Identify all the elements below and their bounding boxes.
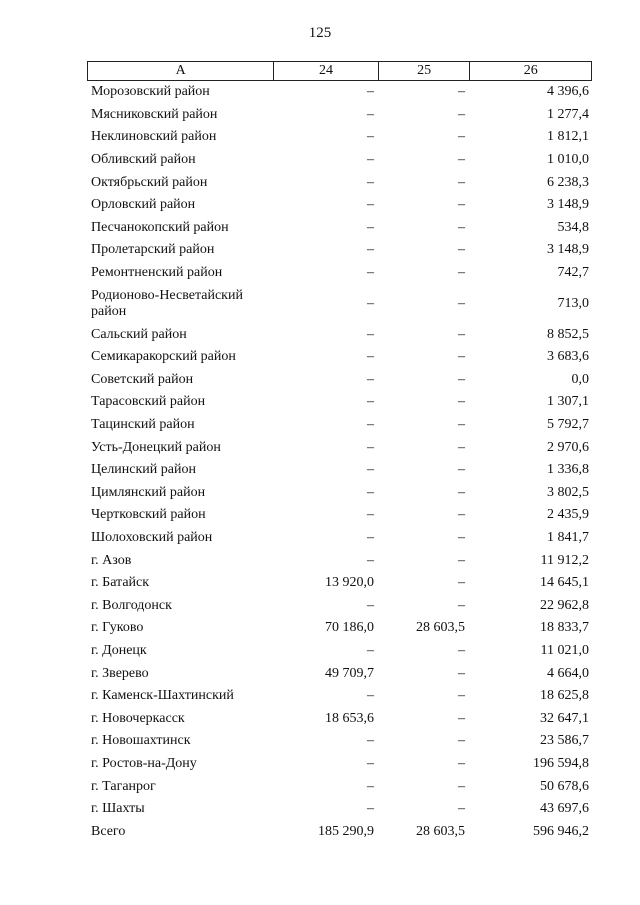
- value-col-26: 18 625,8: [540, 688, 589, 704]
- data-table: [87, 61, 592, 843]
- value-col-25: –: [458, 394, 465, 410]
- value-col-24: –: [367, 326, 374, 342]
- row-name: Тарасовский район: [91, 394, 206, 410]
- value-col-25: –: [458, 575, 465, 591]
- table-row: [87, 820, 592, 843]
- row-name: Усть-Донецкий район: [91, 439, 221, 455]
- row-name: Родионово-Несветайский район: [91, 287, 243, 319]
- value-col-26: 2 970,6: [547, 439, 589, 455]
- value-col-24: –: [367, 152, 374, 168]
- table-row: [87, 391, 592, 414]
- row-name: г. Волгодонск: [91, 597, 172, 613]
- table-row: [87, 194, 592, 217]
- value-col-25: –: [458, 417, 465, 433]
- value-col-25: –: [458, 507, 465, 523]
- value-col-26: 8 852,5: [547, 326, 589, 342]
- row-name: г. Донецк: [91, 642, 147, 658]
- row-name: г. Новочеркасск: [91, 710, 185, 726]
- table-header: [87, 61, 592, 81]
- table-body: [87, 81, 592, 843]
- row-name: Пролетарский район: [91, 242, 215, 258]
- table-row: [87, 126, 592, 149]
- value-col-26: 2 435,9: [547, 507, 589, 523]
- value-col-26: 0,0: [571, 371, 589, 387]
- table-row: [87, 436, 592, 459]
- value-col-25: –: [458, 174, 465, 190]
- value-col-26: 1 336,8: [547, 462, 589, 478]
- row-name: г. Гуково: [91, 620, 144, 636]
- value-col-25: –: [458, 642, 465, 658]
- row-name: Целинский район: [91, 462, 196, 478]
- value-col-24: –: [367, 529, 374, 545]
- value-col-26: 23 586,7: [540, 733, 589, 749]
- value-col-25: –: [458, 349, 465, 365]
- value-col-25: –: [458, 597, 465, 613]
- row-name: г. Таганрог: [91, 778, 156, 794]
- value-col-26: 14 645,1: [540, 575, 589, 591]
- value-col-25: –: [458, 326, 465, 342]
- value-col-26: 3 683,6: [547, 349, 589, 365]
- value-col-26: 3 148,9: [547, 197, 589, 213]
- table-row: [87, 104, 592, 127]
- value-col-25: –: [458, 129, 465, 145]
- value-col-24: –: [367, 417, 374, 433]
- row-name: Всего: [91, 823, 126, 839]
- value-col-24: –: [367, 507, 374, 523]
- table-row: [87, 730, 592, 753]
- row-name: Неклиновский район: [91, 129, 217, 145]
- value-col-24: –: [367, 484, 374, 500]
- table-row: [87, 346, 592, 369]
- value-col-24: –: [367, 394, 374, 410]
- value-col-26: 18 833,7: [540, 620, 589, 636]
- value-col-26: 4 664,0: [547, 665, 589, 681]
- value-col-24: –: [367, 242, 374, 258]
- value-col-26: 22 962,8: [540, 597, 589, 613]
- table-row: [87, 775, 592, 798]
- row-name: г. Ростов-на-Дону: [91, 755, 197, 771]
- table-row: [87, 685, 592, 708]
- row-name: г. Новошахтинск: [91, 733, 191, 749]
- value-col-26: 534,8: [557, 219, 589, 235]
- value-col-25: –: [458, 371, 465, 387]
- row-name: г. Шахты: [91, 801, 145, 817]
- value-col-25: –: [458, 295, 465, 311]
- row-name: Сальский район: [91, 326, 187, 342]
- value-col-26: 3 802,5: [547, 484, 589, 500]
- value-col-26: 3 148,9: [547, 242, 589, 258]
- table-row: [87, 81, 592, 104]
- value-col-25: 28 603,5: [416, 620, 465, 636]
- table-row: [87, 323, 592, 346]
- value-col-25: –: [458, 439, 465, 455]
- page-number: 125: [308, 25, 332, 41]
- value-col-26: 50 678,6: [540, 778, 589, 794]
- value-col-25: –: [458, 755, 465, 771]
- row-name: Советский район: [91, 371, 194, 387]
- value-col-24: –: [367, 371, 374, 387]
- value-col-24: –: [367, 801, 374, 817]
- row-name: г. Зверево: [91, 665, 149, 681]
- table-row: [87, 414, 592, 437]
- table-row: [87, 239, 592, 262]
- row-name: г. Батайск: [91, 575, 150, 591]
- value-col-26: 11 021,0: [540, 642, 589, 658]
- value-col-24: –: [367, 552, 374, 568]
- value-col-24: –: [367, 642, 374, 658]
- value-col-25: –: [458, 265, 465, 281]
- value-col-24: –: [367, 84, 374, 100]
- value-col-24: –: [367, 106, 374, 122]
- row-name: Песчанокопский район: [91, 219, 229, 235]
- value-col-24: –: [367, 778, 374, 794]
- table-row: [87, 707, 592, 730]
- value-col-24: 49 709,7: [325, 665, 374, 681]
- value-col-26: 43 697,6: [540, 801, 589, 817]
- value-col-26: 713,0: [557, 295, 589, 311]
- column-header-26: 26: [469, 62, 591, 80]
- table-row: [87, 753, 592, 776]
- value-col-25: –: [458, 152, 465, 168]
- row-name: Шолоховский район: [91, 529, 213, 545]
- value-col-24: –: [367, 219, 374, 235]
- table-row: [87, 640, 592, 663]
- table-row: [87, 662, 592, 685]
- row-name: Чертковский район: [91, 507, 206, 523]
- value-col-24: –: [367, 597, 374, 613]
- value-col-25: –: [458, 197, 465, 213]
- table-row: [87, 459, 592, 482]
- value-col-24: –: [367, 755, 374, 771]
- row-name: г. Каменск-Шахтинский: [91, 688, 234, 704]
- value-col-25: –: [458, 219, 465, 235]
- row-name: Цимлянский район: [91, 484, 206, 500]
- table-row: [87, 149, 592, 172]
- value-col-25: –: [458, 733, 465, 749]
- value-col-25: –: [458, 484, 465, 500]
- value-col-24: –: [367, 197, 374, 213]
- row-name: Орловский район: [91, 197, 196, 213]
- table-row: [87, 217, 592, 240]
- value-col-26: 1 010,0: [547, 152, 589, 168]
- value-col-24: 70 186,0: [325, 620, 374, 636]
- table-row: [87, 504, 592, 527]
- column-header-25: 25: [378, 62, 470, 80]
- table-row: [87, 284, 592, 323]
- value-col-24: –: [367, 439, 374, 455]
- row-name: Морозовский район: [91, 84, 210, 100]
- row-name: Ремонтненский район: [91, 265, 223, 281]
- value-col-26: 11 912,2: [540, 552, 589, 568]
- value-col-25: –: [458, 529, 465, 545]
- row-name: Мясниковский район: [91, 106, 218, 122]
- value-col-24: –: [367, 129, 374, 145]
- value-col-24: 13 920,0: [325, 575, 374, 591]
- table-row: [87, 527, 592, 550]
- value-col-25: –: [458, 688, 465, 704]
- value-col-24: –: [367, 174, 374, 190]
- value-col-26: 596 946,2: [533, 823, 589, 839]
- value-col-24: –: [367, 733, 374, 749]
- value-col-25: –: [458, 710, 465, 726]
- value-col-24: 185 290,9: [318, 823, 374, 839]
- column-header-a: А: [175, 63, 186, 78]
- value-col-26: 196 594,8: [533, 755, 589, 771]
- table-row: [87, 171, 592, 194]
- row-name: Октябрьский район: [91, 174, 208, 190]
- column-header-24: 24: [273, 62, 378, 80]
- row-name: Тацинский район: [91, 417, 195, 433]
- value-col-26: 1 841,7: [547, 529, 589, 545]
- value-col-26: 5 792,7: [547, 417, 589, 433]
- value-col-25: –: [458, 665, 465, 681]
- table-row: [87, 594, 592, 617]
- value-col-26: 6 238,3: [547, 174, 589, 190]
- row-name: Семикаракорский район: [91, 349, 236, 365]
- value-col-26: 1 307,1: [547, 394, 589, 410]
- value-col-25: –: [458, 84, 465, 100]
- table-row: [87, 262, 592, 285]
- value-col-26: 1 277,4: [547, 106, 589, 122]
- value-col-25: –: [458, 801, 465, 817]
- row-name: г. Азов: [91, 552, 132, 568]
- value-col-26: 4 396,6: [547, 84, 589, 100]
- value-col-25: –: [458, 106, 465, 122]
- table-row: [87, 617, 592, 640]
- table-row: [87, 798, 592, 821]
- value-col-24: –: [367, 462, 374, 478]
- value-col-25: 28 603,5: [416, 823, 465, 839]
- value-col-26: 32 647,1: [540, 710, 589, 726]
- table-row: [87, 482, 592, 505]
- row-name: Обливский район: [91, 152, 196, 168]
- value-col-25: –: [458, 462, 465, 478]
- value-col-24: 18 653,6: [325, 710, 374, 726]
- table-row: [87, 549, 592, 572]
- value-col-25: –: [458, 778, 465, 794]
- value-col-25: –: [458, 552, 465, 568]
- table-row: [87, 369, 592, 392]
- value-col-24: –: [367, 265, 374, 281]
- value-col-26: 742,7: [557, 265, 589, 281]
- value-col-24: –: [367, 688, 374, 704]
- value-col-25: –: [458, 242, 465, 258]
- value-col-26: 1 812,1: [547, 129, 589, 145]
- value-col-24: –: [367, 349, 374, 365]
- value-col-24: –: [367, 295, 374, 311]
- table-row: [87, 572, 592, 595]
